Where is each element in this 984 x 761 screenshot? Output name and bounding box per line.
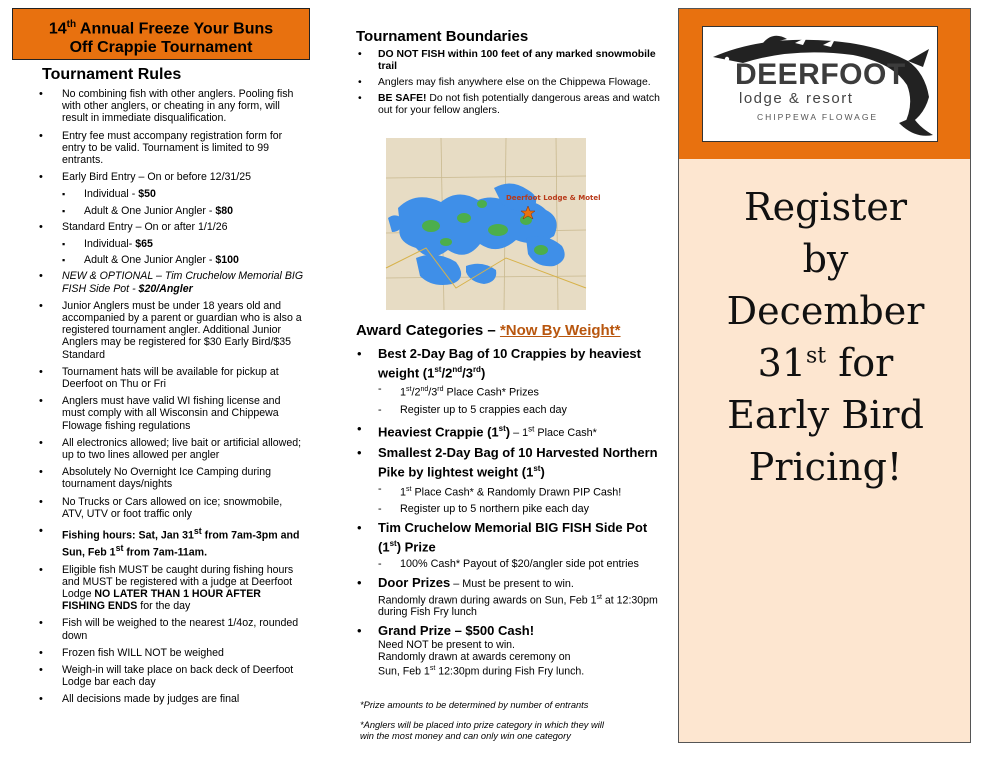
rule-item: • Tournament hats will be available for pickup at Deerfoot on Thu or Fri: [34, 366, 304, 390]
logo-name: DEERFOOT: [735, 58, 906, 91]
rule-item: • NEW & OPTIONAL – Tim Cruchelow Memorial BIG FISH Side Pot - $20/Angler: [34, 270, 304, 294]
rule-item: • Weigh-in will take place on back deck of Deerfoot Lodge bar each day: [34, 664, 304, 688]
award-item: [356, 445, 666, 516]
award-categories-heading: Award Categories – *Now By Weight*: [356, 322, 621, 339]
rule-item: • Fishing hours: Sat, Jan 31st from 7am-3pm and Sun, Feb 1st from 7am-11am.: [34, 525, 304, 558]
award-item: [356, 623, 666, 678]
rule-subitem: ▪ Adult & One Junior Angler - $80: [34, 205, 304, 217]
tournament-title-line1: 14th Annual Freeze Your Buns: [48, 19, 274, 38]
tournament-title-line2: Off Crappie Tournament: [69, 39, 253, 57]
award-detail: - 1st/2nd/3rd Place Cash* Prizes: [378, 383, 666, 400]
award-item: [356, 421, 666, 441]
footnote-prize-amounts: *Prize amounts to be determined by number of entrants: [360, 700, 589, 710]
boundary-item: • Anglers may fish anywhere else on the Chippewa Flowage.: [356, 77, 666, 89]
logo-band: [679, 9, 970, 159]
rules-column: [12, 8, 310, 711]
footnote-prize-category: *Anglers will be placed into prize category in which they will win the most money and can only win one category: [360, 720, 604, 741]
boundaries-list: [356, 49, 666, 117]
award-title: • Tim Cruchelow Memorial BIG FISH Side Pot (1st) Prize: [378, 520, 648, 555]
deerfoot-logo: [702, 26, 938, 142]
award-item: [356, 520, 666, 570]
map-lodge-label: Deerfoot Lodge & Motel: [506, 194, 601, 202]
rule-item: • Anglers must have valid WI fishing license and must comply with all Wisconsin and Chippewa Flowage fishing regulations: [34, 395, 304, 432]
tournament-title-box: [12, 8, 310, 60]
rule-item: • All electronics allowed; live bait or artificial allowed; up to two lines allowed per angler: [34, 437, 304, 461]
award-title: • Smallest 2-Day Bag of 10 Harvested Northern Pike by lightest weight (1st): [378, 445, 658, 480]
rule-item: • No Trucks or Cars allowed on ice; snowmobile, ATV, UTV or foot traffic only: [34, 496, 304, 520]
early-bird-promo: Register by December 31st for Early Bird Pricing!: [726, 185, 925, 489]
boundary-item: • DO NOT FISH within 100 feet of any marked snowmobile trail: [356, 49, 666, 73]
now-by-weight-label: *Now By Weight*: [499, 322, 621, 339]
award-detail: - Register up to 5 northern pike each day: [378, 503, 666, 516]
promo-panel: [678, 8, 971, 743]
rule-subitem: ▪ Adult & One Junior Angler - $100: [34, 254, 304, 266]
award-list: [356, 346, 666, 682]
rule-item: • Frozen fish WILL NOT be weighed: [34, 647, 304, 659]
rule-item: • Absolutely No Overnight Ice Camping during tournament days/nights: [34, 466, 304, 490]
rule-subitem: ▪ Individual- $65: [34, 238, 304, 250]
rule-item: • Junior Anglers must be under 18 years old and accompanied by a parent or guardian who is also a registered tournament angler. Additional Junior Anglers may be registered for $30 Early Bird/$35 Standard: [34, 300, 304, 361]
rules-heading: Tournament Rules: [42, 66, 182, 83]
boundaries-heading: Tournament Boundaries: [356, 28, 529, 45]
award-title: • Grand Prize – $500 Cash!: [378, 622, 535, 638]
boundary-item: • BE SAFE! Do not fish potentially dangerous areas and watch out for your fellow anglers.: [356, 93, 666, 117]
award-details: [378, 483, 666, 517]
chippewa-flowage-map: [386, 138, 601, 310]
rule-item: • Early Bird Entry – On or before 12/31/25: [34, 171, 304, 183]
award-detail: - Register up to 5 crappies each day: [378, 404, 666, 417]
rule-item: • Fish will be weighed to the nearest 1/4oz, rounded down: [34, 617, 304, 641]
rule-item: • Eligible fish MUST be caught during fishing hours and MUST be registered with a judge at Deerfoot Lodge NO LATER THAN 1 HOUR AFTER FISHING ENDS for the day: [34, 564, 304, 613]
award-detail: - 1st Place Cash* & Randomly Drawn PIP Cash!: [378, 483, 666, 500]
award-body: Need NOT be present to win. Randomly drawn at awards ceremony on Sun, Feb 1st 12:30pm during Fish Fry lunch.: [378, 638, 585, 678]
rule-item: • No combining fish with other anglers. Pooling fish with other anglers, or cheating in any form, will result in immediate disqualification.: [34, 88, 304, 125]
award-item: [356, 575, 666, 619]
rule-item: • Entry fee must accompany registration form for entry to be valid. Tournament is limited to 99 entrants.: [34, 130, 304, 167]
logo-location: CHIPPEWA FLOWAGE: [757, 112, 879, 122]
award-item: [356, 346, 666, 417]
award-details: [378, 558, 666, 571]
rule-item: • All decisions made by judges are final: [34, 693, 304, 705]
award-title: • Best 2-Day Bag of 10 Crappies by heaviest weight (1st/2nd/3rd): [378, 346, 641, 381]
award-detail: - 100% Cash* Payout of $20/angler side pot entries: [378, 558, 666, 571]
award-details: [378, 383, 666, 417]
rule-item: • Standard Entry – On or after 1/1/26: [34, 221, 304, 233]
rules-list: [34, 88, 304, 706]
award-title: • Heaviest Crappie (1st) – 1st Place Cash*: [378, 423, 597, 440]
logo-subtitle: lodge & resort: [739, 90, 854, 107]
award-title: • Door Prizes – Must be present to win.: [378, 574, 574, 590]
rule-subitem: ▪ Individual - $50: [34, 188, 304, 200]
boundaries-awards-column: [356, 28, 666, 741]
award-body: Randomly drawn during awards on Sun, Feb 1st at 12:30pm during Fish Fry lunch: [378, 593, 658, 619]
